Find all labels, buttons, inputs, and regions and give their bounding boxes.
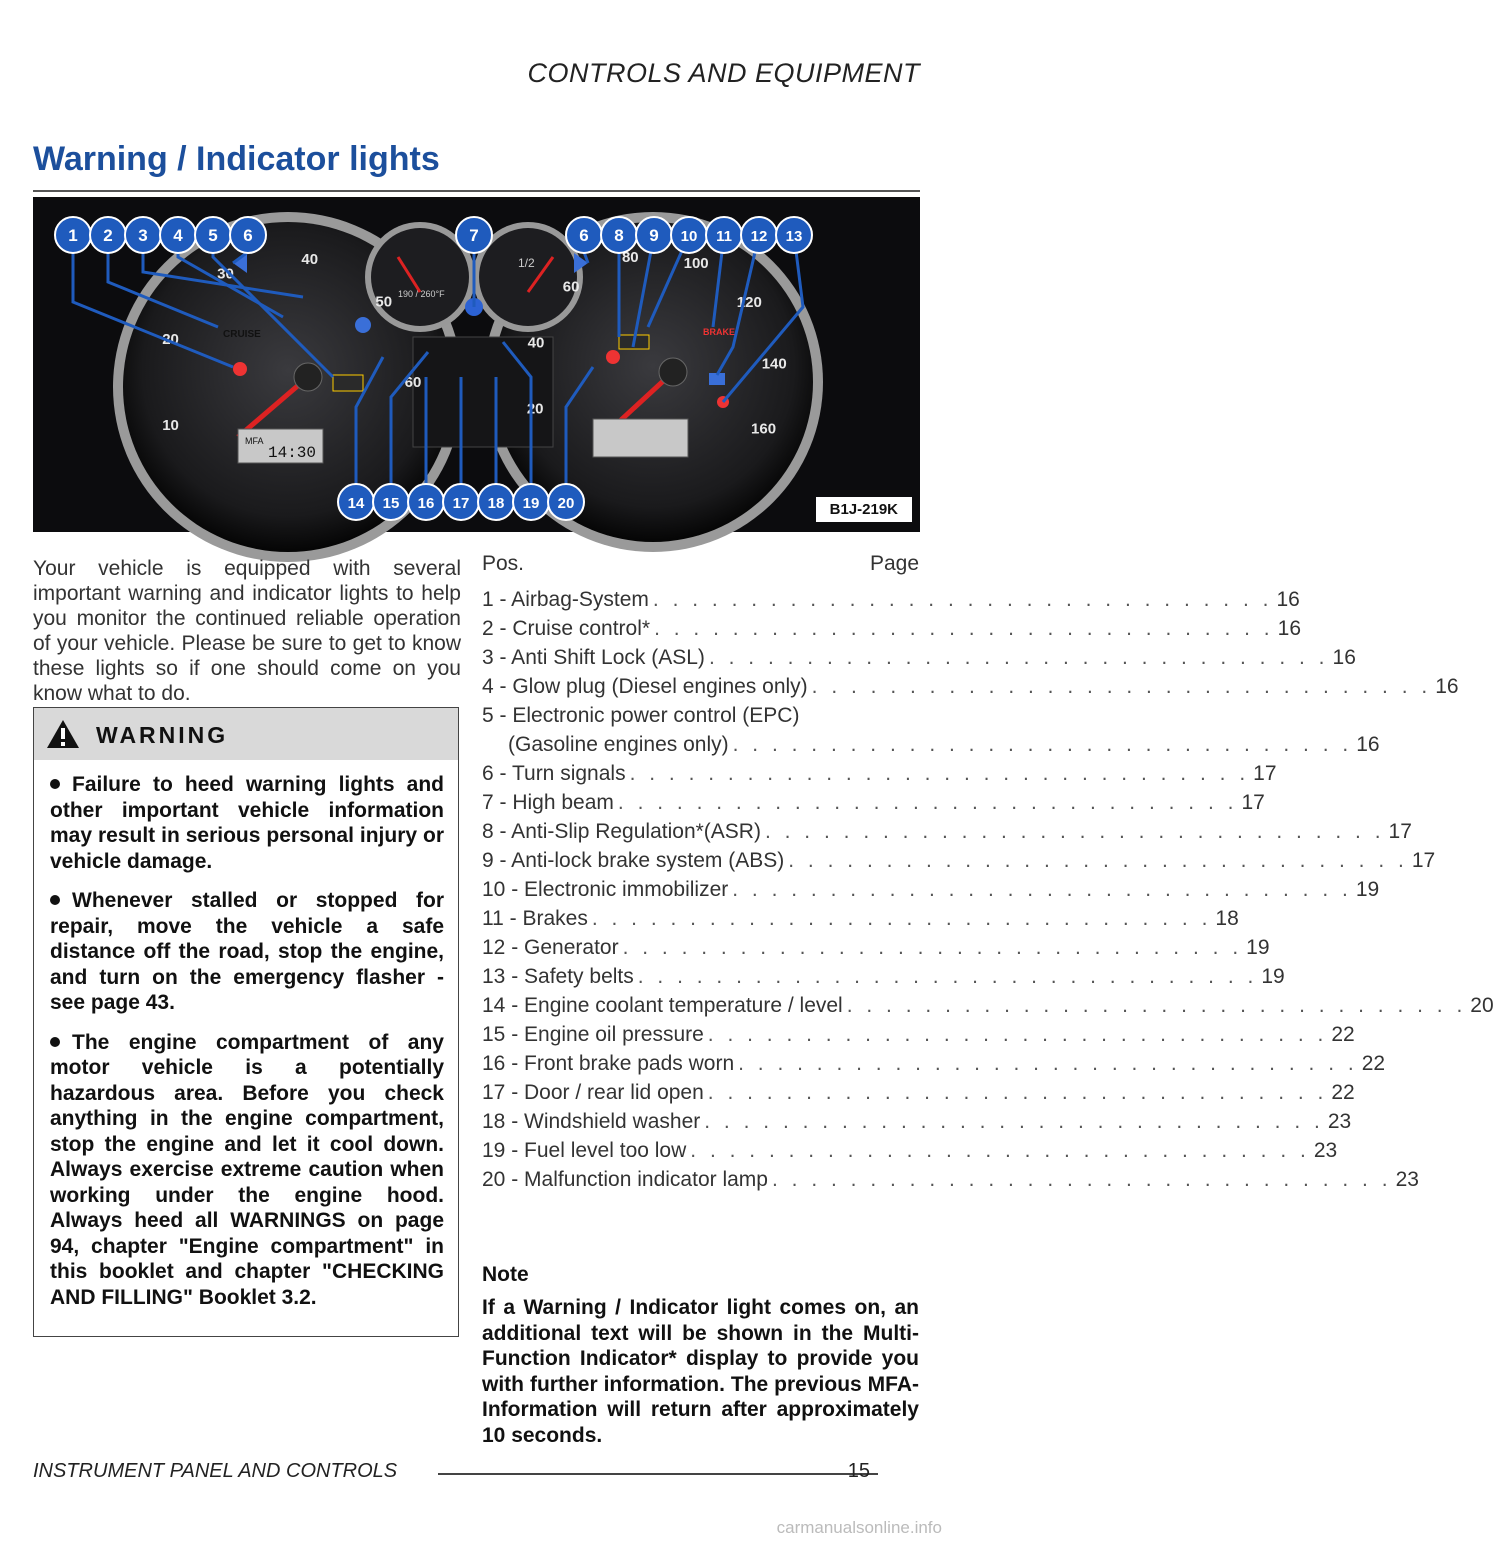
position-page: 17 — [1241, 791, 1265, 814]
callout-number: 18 — [487, 495, 505, 512]
temp-dial — [371, 228, 469, 326]
position-rows — [482, 585, 1494, 1194]
position-row — [482, 730, 1380, 759]
position-page: 22 — [1361, 1052, 1386, 1075]
leader-dots: . . . . . . . . . . . . . . . . . . . . . . . . . . . . . . . . — [629, 762, 1250, 785]
leader-dots: . . . . . . . . . . . . . . . . . . . . . . . . . . . . . . . . — [652, 588, 1273, 611]
position-label: 4 - Glow plug (Diesel engines only) — [482, 675, 808, 698]
position-label: 10 - Electronic immobilizer — [482, 878, 729, 901]
position-page: 23 — [1327, 1110, 1352, 1133]
callout-number: 7 — [469, 226, 479, 245]
position-row — [482, 962, 1285, 991]
odo-readout: 14:30 — [268, 444, 317, 462]
brake-label: BRAKE — [703, 327, 736, 337]
dial-tick-label: 80 — [621, 249, 639, 267]
position-row — [482, 875, 1380, 904]
mfa-label: MFA — [245, 436, 264, 446]
position-page: 23 — [1313, 1139, 1338, 1162]
position-page: 20 — [1470, 994, 1494, 1017]
leader-dots: . . . . . . . . . . . . . . . . . . . . . . . . . . . . . . . . — [738, 1052, 1358, 1075]
bullet-icon — [50, 779, 60, 789]
airbag-light-icon — [233, 362, 247, 376]
position-label: 17 - Door / rear lid open — [482, 1081, 704, 1104]
callout-number: 8 — [614, 226, 624, 245]
leader-dots: . . . . . . . . . . . . . . . . . . . . . . . . . . . . . . . . — [622, 936, 1243, 959]
callout-number: 14 — [347, 495, 365, 512]
odometer-display — [593, 419, 688, 457]
dial-tick-label: 120 — [736, 294, 762, 312]
position-row — [482, 1136, 1338, 1165]
instrument-cluster-figure — [33, 197, 920, 532]
footer-rule — [438, 1473, 878, 1475]
position-label: 9 - Anti-lock brake system (ABS) — [482, 849, 785, 872]
leader-dots: . . . . . . . . . . . . . . . . . . . . . . . . . . . . . . . . — [811, 675, 1432, 698]
position-label: 3 - Anti Shift Lock (ASL) — [482, 646, 705, 669]
leader-dots: . . . . . . . . . . . . . . . . . . . . . . . . . . . . . . . . — [732, 733, 1353, 756]
leader-dots: . . . . . . . . . . . . . . . . . . . . . . . . . . . . . . . . — [690, 1139, 1310, 1162]
position-row — [482, 1020, 1355, 1049]
cruise-light-icon — [355, 317, 371, 333]
position-page: 22 — [1331, 1023, 1355, 1046]
callout-number: 3 — [138, 226, 148, 245]
position-row — [482, 759, 1277, 788]
dial-tick-label: 40 — [527, 334, 545, 352]
pos-column-label: Pos. — [482, 552, 525, 575]
leader-dots: . . . . . . . . . . . . . . . . . . . . . . . . . . . . . . . . — [788, 849, 1408, 872]
dial-tick-label: 20 — [526, 400, 544, 418]
position-row — [482, 614, 1301, 643]
leader-dots: . . . . . . . . . . . . . . . . . . . . . . . . . . . . . . . . — [707, 1081, 1328, 1104]
page-column-label: Page — [869, 552, 919, 575]
position-page: 16 — [1332, 646, 1356, 669]
position-label: 5 - Electronic power control (EPC) — [482, 704, 800, 727]
brake-light-icon — [606, 350, 620, 364]
dial-tick-label: 50 — [375, 293, 393, 311]
leader-dots: . . . . . . . . . . . . . . . . . . . . . . . . . . . . . . . . — [637, 965, 1258, 988]
callout-number: 11 — [716, 228, 732, 245]
position-label: 15 - Engine oil pressure — [482, 1023, 704, 1046]
warning-triangle-icon — [46, 719, 80, 749]
leader-dots: . . . . . . . . . . . . . . . . . . . . . . . . . . . . . . . . — [617, 791, 1238, 814]
position-row — [482, 1107, 1352, 1136]
section-header: CONTROLS AND EQUIPMENT — [527, 58, 920, 88]
epc-light-icon — [333, 375, 363, 391]
footer-section: INSTRUMENT PANEL AND CONTROLS — [33, 1460, 398, 1482]
position-label: 6 - Turn signals — [482, 762, 626, 785]
cruise-label: CRUISE — [223, 329, 261, 340]
dial-tick-label: 40 — [301, 250, 319, 268]
warning-item: The engine compartment of any motor vehicle is a potentially hazardous area. Before you check anything in the engine compartment, stop the engine and let it cool down. Always exercise extreme caution when working under the engine hood. Always heed all WARNINGS on page 94, chapter "Engine compartment" in this booklet and chapter "CHECKING AND FILLING" Booklet 3.2. — [50, 1030, 444, 1309]
leader-dots: . . . . . . . . . . . . . . . . . . . . . . . . . . . . . . . . — [771, 1168, 1392, 1191]
figure-code: B1J-219K — [816, 497, 912, 522]
position-label: 1 - Airbag-System — [482, 588, 649, 611]
position-row — [482, 788, 1265, 817]
bullet-icon — [50, 895, 60, 905]
position-row — [482, 585, 1300, 614]
bullet-icon — [50, 1037, 60, 1047]
position-label: 13 - Safety belts — [482, 965, 634, 988]
leader-dots: . . . . . . . . . . . . . . . . . . . . . . . . . . . . . . . . — [707, 1023, 1328, 1046]
leader-dots: . . . . . . . . . . . . . . . . . . . . . . . . . . . . . . . . — [764, 820, 1385, 843]
position-row — [482, 1049, 1386, 1078]
position-page: 17 — [1253, 762, 1277, 785]
callout-number: 9 — [649, 226, 659, 245]
callout-number: 10 — [680, 228, 698, 245]
warning-item: Whenever stalled or stopped for repair, move the vehicle a safe distance off the road, stop the engine, and turn on the emergency flasher - see page 43. — [50, 889, 444, 1014]
leader-dots: . . . . . . . . . . . . . . . . . . . . . . . . . . . . . . . . — [846, 994, 1467, 1017]
intro-paragraph: Your vehicle is equipped with several important warning and indicator lights to help you monitor the continued reliable operation of your vehicle. Please be sure to get to know these lights so if one should come on you know what to do. — [33, 557, 461, 705]
callout-number: 6 — [579, 226, 589, 245]
callout-number: 6 — [243, 226, 253, 245]
position-header — [482, 552, 919, 585]
callout-number: 17 — [452, 495, 470, 512]
position-page: 17 — [1411, 849, 1436, 872]
position-row — [482, 643, 1356, 672]
dial-tick-label: 60 — [404, 374, 422, 391]
page-footer — [33, 1460, 920, 1500]
position-page: 19 — [1261, 965, 1285, 988]
position-row — [482, 1078, 1355, 1107]
dial-tick-label: 160 — [751, 420, 777, 438]
dial-tick-label: 60 — [562, 278, 580, 296]
callout-number: 12 — [750, 228, 768, 245]
position-label: 8 - Anti-Slip Regulation*(ASR) — [482, 820, 761, 843]
position-row — [482, 1165, 1419, 1194]
warning-item: Failure to heed warning lights and other important vehicle information may result in serious personal injury or vehicle damage. — [50, 773, 444, 873]
position-row — [482, 846, 1436, 875]
warning-header — [34, 708, 458, 760]
position-label: 14 - Engine coolant temperature / level — [482, 994, 843, 1017]
dial-tick-label: 10 — [162, 416, 179, 434]
position-row — [482, 933, 1270, 962]
instrument-cluster-svg — [33, 197, 920, 532]
position-page: 16 — [1356, 733, 1380, 756]
callout-number: 4 — [173, 226, 183, 245]
position-label: 18 - Windshield washer — [482, 1110, 701, 1133]
position-label: 11 - Brakes — [482, 907, 588, 930]
note-text: If a Warning / Indicator light comes on, an additional text will be shown in the Multi-Function Indicator* display to provide you with further information. The previous MFA-Information will return after approximately 10 seconds. — [482, 1296, 919, 1447]
position-label: (Gasoline engines only) — [508, 733, 729, 756]
note-heading: Note — [482, 1263, 529, 1286]
dial-tick-label: 140 — [761, 355, 787, 373]
position-label: 12 - Generator — [482, 936, 619, 959]
leader-dots: . . . . . . . . . . . . . . . . . . . . . . . . . . . . . . . . — [708, 646, 1329, 669]
watermark: carmanualsonline.info — [776, 1518, 942, 1537]
leader-dots: . . . . . . . . . . . . . . . . . . . . . . . . . . . . . . . . — [732, 878, 1352, 901]
callout-number: 20 — [557, 495, 575, 512]
callout-number: 5 — [208, 226, 218, 245]
position-row — [482, 991, 1494, 1020]
page-number: 15 — [847, 1460, 870, 1482]
position-page: 19 — [1355, 878, 1380, 901]
dial-tick-label: 100 — [683, 254, 709, 272]
page-title: Warning / Indicator lights — [33, 140, 440, 178]
position-page: 19 — [1246, 936, 1270, 959]
callout-number: 2 — [103, 226, 113, 245]
position-page: 16 — [1277, 617, 1301, 640]
callout-number: 16 — [417, 495, 435, 512]
temp-label: 190 / 260°F — [398, 289, 445, 299]
leader-dots: . . . . . . . . . . . . . . . . . . . . . . . . . . . . . . . . — [704, 1110, 1324, 1133]
position-label: 7 - High beam — [482, 791, 614, 814]
callout-number: 13 — [785, 228, 803, 245]
position-page: 22 — [1331, 1081, 1355, 1104]
warning-heading: WARNING — [96, 722, 229, 748]
position-row — [482, 672, 1459, 701]
dial-tick-label: 20 — [162, 331, 179, 349]
position-list — [482, 552, 1494, 1194]
position-row — [482, 904, 1239, 933]
leader-dots: . . . . . . . . . . . . . . . . . . . . . . . . . . . . . . . . — [654, 617, 1274, 640]
position-label: 19 - Fuel level too low — [482, 1139, 687, 1162]
position-page: 18 — [1215, 907, 1239, 930]
callout-number: 1 — [68, 226, 78, 245]
fuel-dial — [479, 228, 577, 326]
dial-tick-label: 30 — [217, 265, 234, 283]
warning-box — [33, 707, 459, 1337]
position-page: 16 — [1435, 675, 1459, 698]
callout-number: 15 — [382, 495, 400, 512]
warning-list — [34, 760, 458, 1310]
position-row — [482, 701, 919, 730]
leader-dots: . . . . . . . . . . . . . . . . . . . . . . . . . . . . . . . . — [591, 907, 1212, 930]
position-label: 2 - Cruise control* — [482, 617, 651, 640]
fuel-label: 1/2 — [518, 256, 535, 270]
callout-number: 19 — [522, 495, 540, 512]
position-page: 23 — [1395, 1168, 1419, 1191]
position-page: 17 — [1388, 820, 1412, 843]
position-label: 20 - Malfunction indicator lamp — [482, 1168, 768, 1191]
position-row — [482, 817, 1412, 846]
position-label: 16 - Front brake pads worn — [482, 1052, 735, 1075]
title-divider — [33, 190, 920, 192]
position-page: 16 — [1276, 588, 1300, 611]
